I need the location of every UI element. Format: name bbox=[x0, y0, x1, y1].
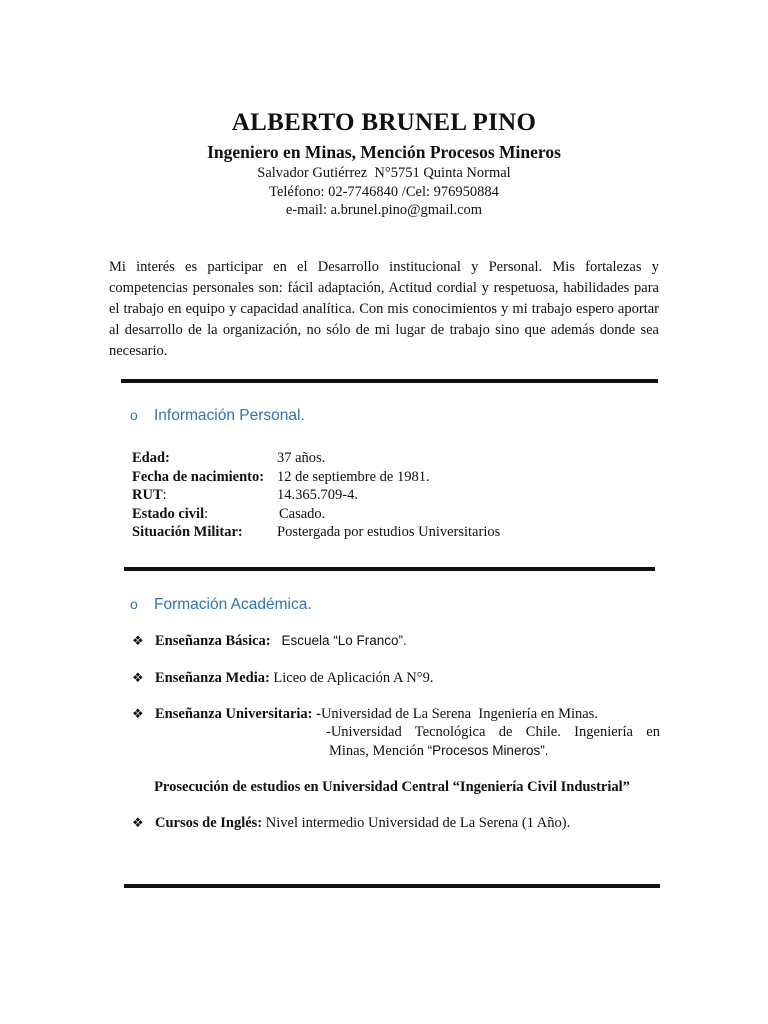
address-line: Salvador Gutiérrez N°5751 Quinta Normal bbox=[257, 165, 511, 181]
edu-item-ingles bbox=[132, 814, 570, 833]
cv-header bbox=[0, 106, 768, 220]
info-value: 37 años. bbox=[277, 450, 326, 466]
info-value: 14.365.709-4. bbox=[277, 487, 358, 503]
circle-bullet-icon: o bbox=[130, 596, 138, 612]
edu-label: Enseñanza Universitaria: - bbox=[155, 706, 321, 722]
edu-item-media bbox=[132, 669, 433, 688]
personal-info-heading-text: Información Personal. bbox=[154, 407, 305, 424]
diamond-bullet-icon: ❖ bbox=[132, 670, 144, 685]
education-heading-text: Formación Académica. bbox=[154, 596, 312, 613]
email-line: e-mail: a.brunel.pino@gmail.com bbox=[285, 202, 483, 218]
info-value: 12 de septiembre de 1981. bbox=[277, 468, 430, 485]
info-value: Casado. bbox=[279, 505, 326, 522]
edu-value-line: -Universidad Tecnológica de Chile. Ingeniería en bbox=[326, 724, 660, 740]
edu-label: Enseñanza Básica: bbox=[155, 633, 271, 649]
diamond-bullet-icon: ❖ bbox=[132, 706, 144, 721]
edu-value: Universidad de La Serena Ingeniería en Minas. bbox=[320, 706, 598, 722]
edu-item-universitaria bbox=[132, 705, 598, 724]
info-label: Situación Militar: bbox=[132, 524, 243, 540]
edu-value-line-quote: “Procesos Mineros”. bbox=[427, 742, 549, 758]
edu-label: Enseñanza Media: bbox=[155, 670, 270, 686]
info-value: Postergada por estudios Universitarios bbox=[277, 524, 501, 540]
edu-value: Escuela “Lo Franco”. bbox=[281, 633, 407, 648]
edu-label: Cursos de Inglés: bbox=[155, 815, 263, 831]
info-label-colon: : bbox=[204, 505, 209, 522]
info-label: Estado civil bbox=[132, 505, 205, 522]
education-heading bbox=[130, 593, 312, 616]
edu-value: Liceo de Aplicación A N°9. bbox=[273, 670, 434, 686]
edu-value: Nivel intermedio Universidad de La Serena (1 Año). bbox=[265, 815, 571, 831]
circle-bullet-icon: o bbox=[130, 407, 138, 423]
edu-value-line: Minas, Mención bbox=[329, 742, 428, 759]
info-label: RUT bbox=[132, 487, 163, 503]
diamond-bullet-icon: ❖ bbox=[132, 815, 144, 830]
info-label: Edad: bbox=[132, 450, 170, 466]
info-label: Fecha de nacimiento: bbox=[132, 468, 265, 485]
info-label-colon: : bbox=[162, 487, 167, 503]
section-divider bbox=[121, 379, 658, 383]
diamond-bullet-icon: ❖ bbox=[132, 633, 144, 648]
personal-info-heading bbox=[130, 404, 305, 427]
intro-paragraph: Mi interés es participar en el Desarrollo institucional y Personal. Mis fortalezas y competencias personales son: fácil adaptación, Actitud cordial y respetuosa, habilidades para el trabajo en equipo y capacidad analítica. Con mis conocimientos y mi trabajo espero aportar al desarrollo de la organización, no sólo de mi lugar de trabajo sino que además donde sea necesario. bbox=[109, 259, 659, 359]
candidate-title: Ingeniero en Minas, Mención Procesos Mineros bbox=[207, 142, 561, 162]
edu-item-basica bbox=[132, 632, 407, 651]
candidate-name: ALBERTO BRUNEL PINO bbox=[231, 109, 537, 136]
section-divider bbox=[124, 884, 660, 888]
phone-line: Teléfono: 02-7746840 /Cel: 976950884 bbox=[269, 183, 499, 200]
section-divider bbox=[124, 567, 655, 571]
prosecucion-note: Prosecución de estudios en Universidad Central “Ingeniería Civil Industrial” bbox=[154, 779, 630, 795]
univ-continuation bbox=[326, 723, 660, 760]
